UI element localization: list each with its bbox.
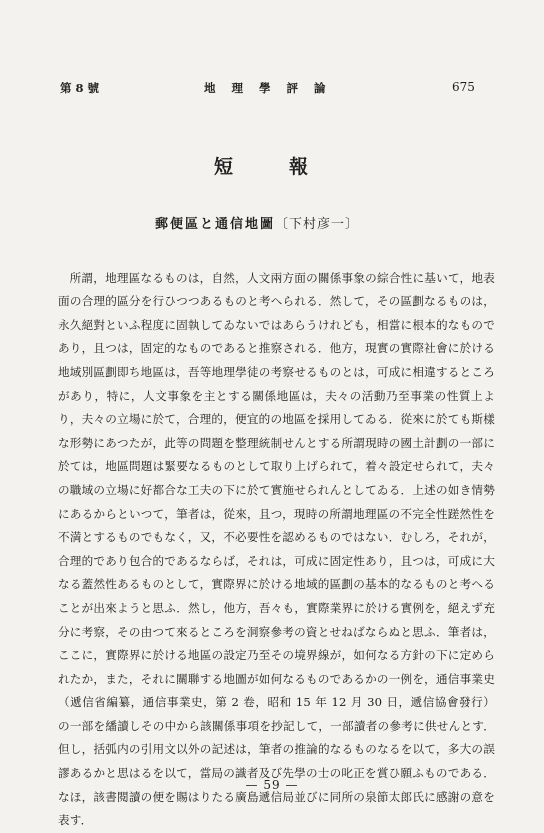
- article-heading: [155, 213, 359, 232]
- body-paragraph: 所謂，地理區なるものは，自然，人文兩方面の關係事象の綜合性に基いて，地表面の合理的區分を行ひつつあるものと考へられる．然して，その區劃なるものは，永久絕對といふ程度に固執してゐないではあらうけれども，相當に根本的なものであり，且つは，固定的なものであると推察される．他方，現實の實際社會に於ける地域別區劃即ち地區は，吾等地理學徒の考察せるものとは，可成に相違するところがあり，特に，人文事象を主とする關係地區は，夫々の活動乃至事業の性質上より，夫々の立場に於て，合理的，便宜的の地區を採用してゐる．從來に於ても斯樣な形勢にあつたが，此等の問題を整理統制せんとする所謂現時の國土計劃の一部に於ては，地區問題は緊要なるものとして取り上げられて，着々設定せられて，夫々の職域の立場に好都合な工夫の下に於て實施せられんとしてゐる．上述の如き情勢にあるからといつて，筆者は，從來，且つ，現時の所謂地理區の不完全性蹉然性を不満とするものでもなく，又，不必要性を認めるものではない．むしろ，それが，合理的であり包合的であるならば，それは，可成に固定性あり，且つは，可成に大なる蓋然性あるものとして，實際界に於ける地域的區劃の基本的なるものと考へることが出來ようと思ふ．然し，他方，吾々も，實際業界に於ける實例を，絕えず充分に考察，その由つて來るところを洞察參考の資とせねばならぬと思ふ．筆者は，ここに，實際界に於ける地區の設定乃至その境界線が，如何なる方針の下に定められたか，また，それに關聯する地圖が如何なるものであるかの一例を，通信事業史（遞信省編纂，通信事業史，第 2 卷，昭和 15 年 12 月 30 日，遞信協會發行）の一部を繙讀しその中から該關係事項を抄記して，一部讀者の參考に供せんとす．但し，括弧内の引用文以外の記述は，筆者の推論的なるものなるを以て，多大の誤謬あるかと思はるを以て，當局の識者及び先學の士の叱正を賞ひ願ふものである．なほ，該書閱讀の便を賜はりたる廣島遞信局並びに同所の泉節太郎氏に感謝の意を表す．: [58, 270, 495, 828]
- section-title: 短報: [214, 156, 365, 178]
- page-number: 675: [452, 80, 475, 94]
- folio: — 59 —: [245, 778, 299, 792]
- article-author: 〔下村彦一〕: [275, 217, 360, 232]
- journal-name: 地 理 學 評 論: [204, 81, 332, 95]
- issue-number: 第 8 號: [60, 81, 100, 95]
- article-title: 郵便區と通信地圖: [155, 217, 276, 232]
